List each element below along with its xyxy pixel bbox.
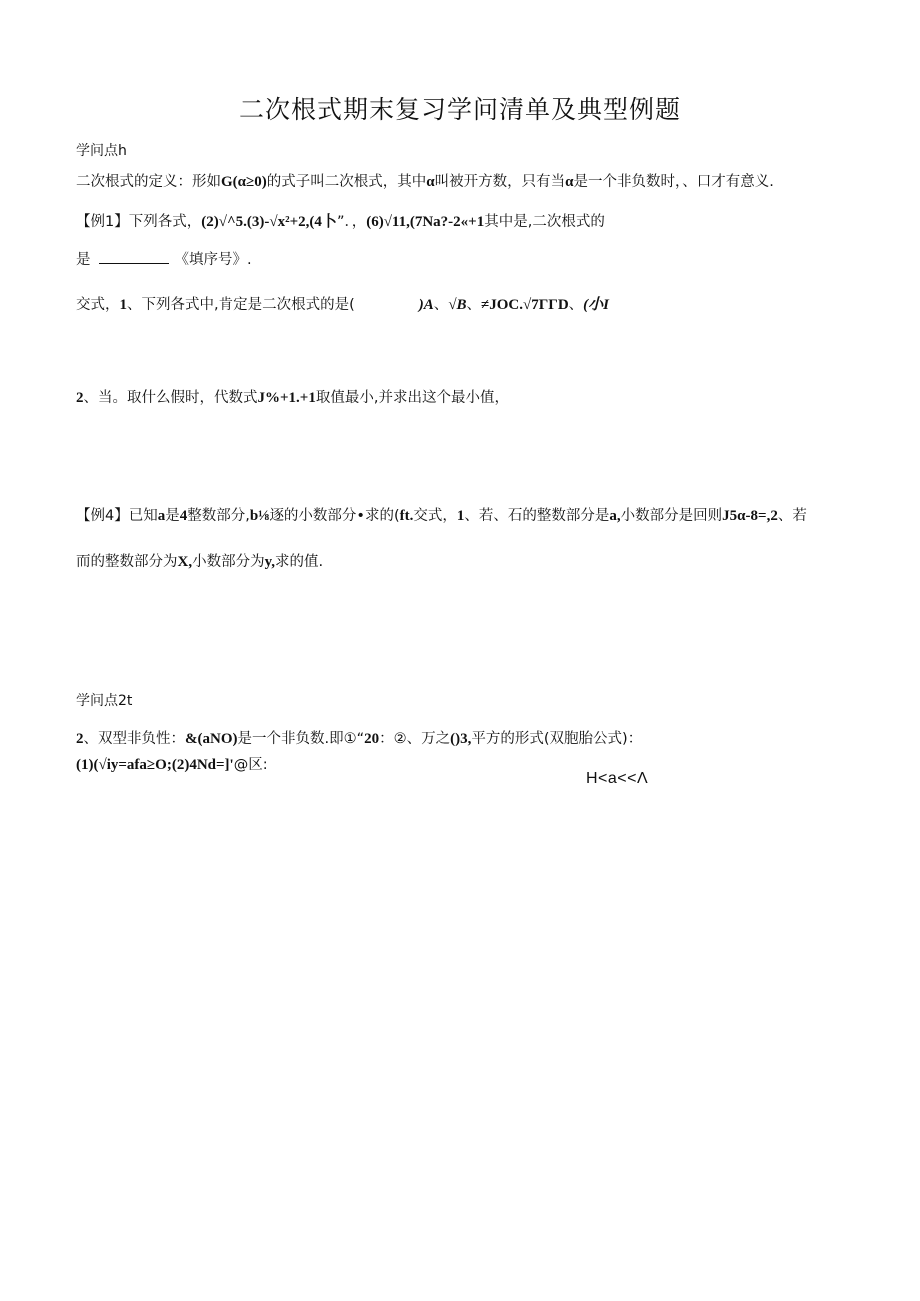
exercise1-sep-2: 、 <box>466 297 482 313</box>
nonneg-line <box>76 727 642 748</box>
section1-heading: 学问点h <box>76 143 127 159</box>
example1-answer-line <box>76 248 252 269</box>
definition-alpha-1: α <box>426 174 435 190</box>
exercise1-option-c-d: ≠JOC.√7ΓΓD <box>481 297 569 313</box>
example1-answer-text-2: 《填序号》. <box>174 252 252 268</box>
example4-cont-line <box>76 550 323 571</box>
formula-line <box>76 753 268 774</box>
inequality-formula: H<a<<Λ <box>586 770 649 787</box>
section2-heading: 学问点2t <box>76 693 133 709</box>
example4-cont-text-3: 求的值. <box>275 554 324 570</box>
nonneg-text-1: 、双型非负性： <box>83 731 185 747</box>
nonneg-text-2: 是一个非负数.即①“ <box>237 731 365 747</box>
example1-answer-text-1: 是 <box>76 252 91 268</box>
example4-ft: ft. <box>399 508 414 524</box>
example4-cont-text-2: 小数部分为 <box>192 554 265 570</box>
example4-var-a2: a, <box>609 508 621 524</box>
example4-text-6: 、若、石的整数部分是 <box>464 508 610 524</box>
document-title: 二次根式期末复习学问清单及典型例题 <box>238 95 681 124</box>
exercise1-option-e: (小I <box>583 297 609 313</box>
definition-text-1: 二次根式的定义：形如 <box>76 174 221 190</box>
example1-text-3: 其中是,二次根式的 <box>484 214 605 230</box>
example4-var-a: a <box>157 508 166 524</box>
exercise2-line <box>76 386 509 407</box>
exercise2-number: 2 <box>76 390 84 406</box>
example4-num-1: 1 <box>456 508 465 524</box>
nonneg-text-4: 平方的形式(双胞胎公式)： <box>471 731 643 747</box>
exercise1-sep-3: 、 <box>568 297 584 313</box>
exercise2-text-2: 取值最小,并求出这个最小值， <box>315 390 509 406</box>
example4-expr: J5α-8=,2 <box>722 508 778 524</box>
example4-text-3: 整数部分, <box>187 508 250 524</box>
definition-text-4: 是一个非负数时，、口才有意义. <box>573 174 774 190</box>
example4-cont-text-1: 而的整数部分为 <box>76 554 178 570</box>
definition-text-2: 的式子叫二次根式，其中 <box>266 174 427 190</box>
definition-alpha-2: α <box>565 174 574 190</box>
definition-text-3: 叫被开方数，只有当 <box>434 174 566 190</box>
example4-text-7: 小数部分是回则 <box>620 508 723 524</box>
exercise1-text-2: 、下列各式中,肯定是二次根式的是( <box>127 297 355 313</box>
example1-expr-1: (2)√^5.(3)-√x²+2,(4卜 <box>201 214 337 230</box>
example4-text-2: 是 <box>165 508 180 524</box>
example4-num-4: 4 <box>179 508 188 524</box>
nonneg-number: 2 <box>76 731 84 747</box>
exercise1-line <box>76 293 609 314</box>
exercise1-sep-1: 、 <box>433 297 449 313</box>
example1-expr-2: (6)√11,(7Na?-2«+1 <box>366 214 485 230</box>
example4-line <box>76 504 807 525</box>
example4-text-4: 逐的小数部分•求的( <box>269 508 400 524</box>
example4-text-5: 交式， <box>413 508 457 524</box>
nonneg-expr-1: &(aNO) <box>185 731 238 747</box>
exercise1-number: 1 <box>119 297 127 313</box>
definition-formula: G(α≥0) <box>221 174 267 190</box>
exercise1-text-1: 交式， <box>76 297 120 313</box>
example1-text-1: 【例1】下列各式， <box>76 214 202 230</box>
nonneg-text-3: ：②、万之 <box>379 731 451 747</box>
answer-blank <box>99 251 169 264</box>
nonneg-expr-2: 20 <box>364 731 380 747</box>
exercise2-expr: J%+1.+1 <box>257 390 316 406</box>
formula-expr: (1)(√iy=afa≥O;(2)4Nd=]' <box>76 757 234 773</box>
example1-text-2: ”．， <box>336 214 367 230</box>
example4-cont-var-x: X, <box>177 554 193 570</box>
formula-text: @区: <box>233 757 268 773</box>
definition-line <box>76 170 774 191</box>
exercise1-option-a: )A <box>418 297 434 313</box>
example4-var-b: b⅛ <box>249 508 270 524</box>
example1-line <box>76 210 605 231</box>
exercise1-option-b: √B <box>448 297 467 313</box>
example4-cont-var-y: y, <box>264 554 276 570</box>
exercise2-text-1: 、当。取什么假时，代数式 <box>83 390 258 406</box>
nonneg-expr-3: ()3, <box>450 731 472 747</box>
example4-text-8: 、若 <box>777 508 807 524</box>
example4-text-1: 【例4】已知 <box>76 508 158 524</box>
